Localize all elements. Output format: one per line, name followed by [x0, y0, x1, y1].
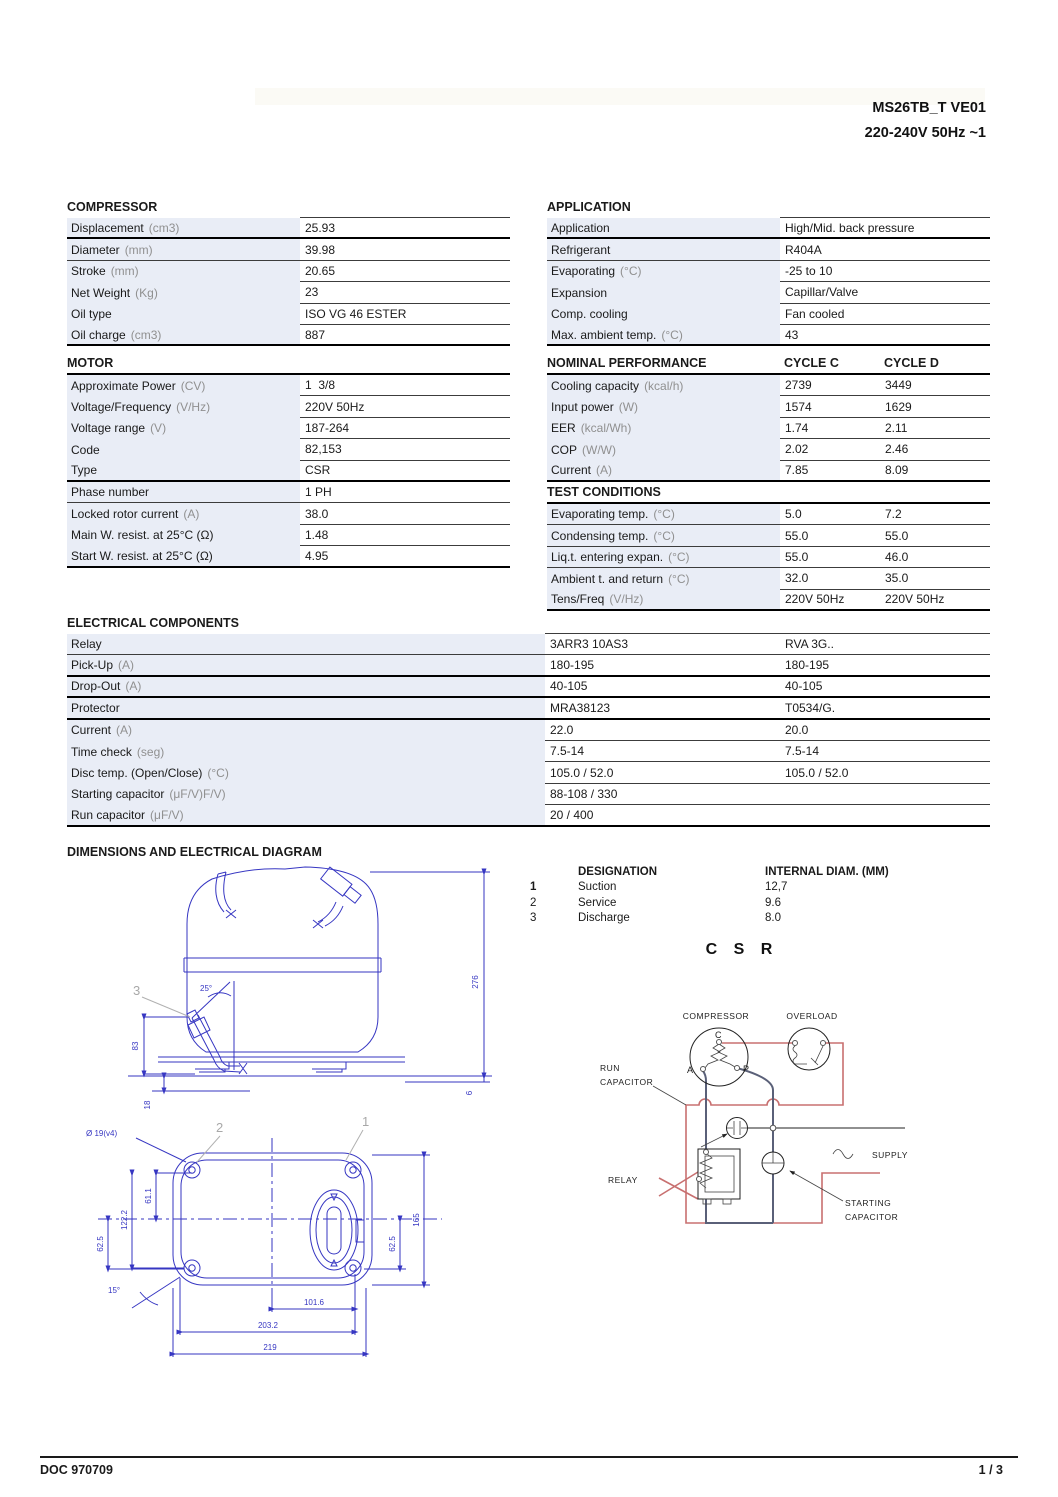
- row-label: Protector: [71, 700, 120, 715]
- table-row: [67, 677, 990, 698]
- row-value-d: 1629: [885, 399, 912, 414]
- row-label: Tens/Freq: [551, 592, 605, 607]
- row-value-2: 105.0 / 52.0: [785, 765, 849, 780]
- row-label: Ambient t. and return: [551, 571, 664, 586]
- row-label: Relay: [71, 637, 102, 652]
- table-row: [67, 762, 990, 783]
- row-name: Suction: [578, 881, 617, 894]
- row-label: Stroke: [71, 264, 106, 279]
- table-row: [547, 282, 990, 303]
- callout-3: [133, 983, 190, 1017]
- row-unit: (A): [116, 723, 133, 738]
- column-header-cycle-d: CYCLE D: [884, 356, 939, 370]
- row-value-d: 2.46: [885, 442, 909, 457]
- row-num: 3: [530, 912, 537, 925]
- row-unit: (μF/V)F/V): [169, 787, 226, 802]
- section-title: NOMINAL PERFORMANCE: [547, 356, 707, 370]
- row-label: Evaporating: [551, 264, 616, 279]
- row-num: 2: [530, 896, 537, 909]
- section-title: TEST CONDITIONS: [547, 485, 661, 499]
- dim-6: 6: [465, 1090, 474, 1096]
- row-label: Current: [551, 463, 592, 478]
- dim-62-5-right: 62.5: [388, 1236, 397, 1252]
- row-value: 1 3/8: [305, 378, 336, 393]
- row-label: Main W. resist. at 25°C (Ω): [71, 528, 214, 543]
- row-value: 1 PH: [305, 485, 332, 500]
- callout-1-label: 1: [362, 1114, 370, 1129]
- row-diam: 8.0: [765, 912, 781, 925]
- relay-symbol: [608, 1149, 740, 1204]
- row-value-d: 55.0: [885, 528, 909, 543]
- row-unit: (°C): [668, 549, 690, 564]
- dim-62-5-left: 62.5: [96, 1236, 105, 1252]
- column-header-cycle-c: CYCLE C: [784, 356, 839, 370]
- row-value: -25 to 10: [785, 263, 833, 278]
- row-label: Starting capacitor: [71, 787, 165, 802]
- motor-wires-dark: [703, 1068, 773, 1223]
- terminal-cover: [310, 1190, 364, 1270]
- row-unit: (A): [596, 463, 613, 478]
- table-row: [67, 525, 510, 546]
- row-name: Service: [578, 896, 617, 909]
- designation-row: [530, 880, 970, 896]
- row-unit: (mm): [110, 264, 139, 279]
- row-num: 1: [530, 881, 537, 894]
- designation-header: DESIGNATION: [578, 865, 658, 878]
- row-unit: (cm3): [148, 220, 180, 235]
- row-value: 23: [305, 285, 319, 300]
- dim-165: 165: [412, 1213, 421, 1227]
- row-value: Capillar/Valve: [785, 285, 859, 300]
- row-unit: (W): [618, 400, 639, 415]
- table-row: [67, 503, 510, 524]
- compressor-label: COMPRESSOR: [682, 1011, 750, 1021]
- suction-tube: [187, 1010, 247, 1074]
- header-rule: [300, 196, 510, 218]
- header-rule: [780, 196, 990, 218]
- row-label: EER: [551, 421, 576, 436]
- row-label: Drop-Out: [71, 679, 121, 694]
- overload-symbol: [786, 1011, 837, 1070]
- row-value: 43: [785, 327, 799, 342]
- table-row: [547, 218, 990, 239]
- row-unit: (°C): [653, 528, 675, 543]
- table-row: [547, 396, 990, 417]
- row-value-1: MRA38123: [550, 700, 611, 715]
- table-row: [547, 375, 990, 396]
- table-row: [67, 218, 510, 239]
- top-dimensions: [86, 1129, 430, 1357]
- compressor-symbol: [683, 1011, 749, 1086]
- row-label: Refrigerant: [551, 242, 611, 257]
- table-row: [547, 261, 990, 282]
- power-rating: 220-240V 50Hz ~1: [864, 125, 986, 141]
- row-value-d: 8.09: [885, 463, 909, 478]
- row-label: Cooling capacity: [551, 378, 640, 393]
- row-label: COP: [551, 442, 578, 457]
- row-value: R404A: [785, 242, 822, 257]
- row-label: Voltage range: [71, 421, 146, 436]
- dim-bolt: Ø 19(v4): [86, 1129, 118, 1138]
- shell-outline: [128, 867, 492, 1076]
- table-row: [67, 304, 510, 325]
- row-value: CSR: [305, 463, 331, 478]
- terminal-a: A: [687, 1065, 694, 1075]
- row-unit: (°C): [207, 766, 229, 781]
- row-value-c: 7.85: [785, 463, 809, 478]
- table-row: [547, 439, 990, 460]
- row-value-1: 40-105: [550, 679, 588, 694]
- row-value-1: 3ARR3 10AS3: [550, 637, 629, 652]
- row-value: 25.93: [305, 220, 336, 235]
- table-row: [67, 418, 510, 439]
- row-diam: 9.6: [765, 896, 781, 909]
- row-label: Phase number: [71, 485, 150, 500]
- dimensions-section-title: DIMENSIONS AND ELECTRICAL DIAGRAM: [67, 845, 322, 859]
- row-label: Disc temp. (Open/Close): [71, 766, 203, 781]
- centerlines: [98, 1138, 442, 1304]
- row-unit: (mm): [124, 242, 153, 257]
- angle-dim: 25°: [200, 984, 213, 993]
- terminal-c: C: [715, 1030, 722, 1040]
- row-value-c: 5.0: [785, 507, 802, 522]
- row-label: Application: [551, 220, 610, 235]
- row-unit: (μF/V): [150, 807, 184, 822]
- row-unit: (A): [118, 658, 135, 673]
- supply-terminals: [748, 1125, 908, 1160]
- row-label: Expansion: [551, 285, 608, 300]
- compressor-top-view-drawing: [80, 1112, 525, 1387]
- row-value: 1.48: [305, 527, 329, 542]
- dim-122-2: 122.2: [120, 1209, 129, 1231]
- compressor-side-view-drawing: [100, 862, 520, 1117]
- row-value-1: 88-108 / 330: [550, 786, 618, 801]
- row-unit: (V/Hz): [609, 592, 644, 607]
- row-label: Condensing temp.: [551, 528, 649, 543]
- csr-diagram-title: C S R: [705, 941, 779, 958]
- row-value-d: 35.0: [885, 571, 909, 586]
- row-unit: (CV): [180, 378, 206, 393]
- table-row: [547, 590, 990, 611]
- row-value-2: 7.5-14: [785, 744, 820, 759]
- table-row: [67, 634, 990, 655]
- row-value-c: 2739: [785, 378, 812, 393]
- dim-18: 18: [143, 1100, 152, 1110]
- row-label: Locked rotor current: [71, 507, 179, 522]
- section-title: APPLICATION: [547, 200, 631, 214]
- row-value-2: 20.0: [785, 722, 809, 737]
- table-row: [547, 547, 990, 568]
- row-unit: (°C): [653, 507, 675, 522]
- ac-tilde-icon: [833, 1150, 853, 1159]
- row-value: 82,153: [305, 442, 342, 457]
- table-row: [67, 325, 510, 346]
- page-number: 1 / 3: [978, 1463, 1003, 1477]
- footer-rule: [40, 1456, 1018, 1458]
- table-row: [67, 375, 510, 396]
- row-value: 20.65: [305, 263, 336, 278]
- row-unit: (A): [183, 507, 200, 522]
- dim-203-2: 203.2: [257, 1321, 279, 1330]
- section-title: MOTOR: [67, 356, 114, 370]
- row-label: Current: [71, 723, 112, 738]
- row-unit: (cm3): [130, 327, 162, 342]
- table-row: [547, 239, 990, 260]
- table-row: [67, 720, 990, 741]
- row-value-c: 55.0: [785, 528, 809, 543]
- table-row: [67, 261, 510, 282]
- table-row: [67, 239, 510, 260]
- model-number: MS26TB_T VE01: [872, 100, 986, 116]
- document-header: [865, 96, 986, 146]
- table-row: [67, 482, 510, 503]
- section-title: ELECTRICAL COMPONENTS: [67, 616, 239, 630]
- row-value-1: 180-195: [550, 658, 595, 673]
- row-value-c: 1574: [785, 399, 812, 414]
- table-row: [67, 655, 990, 676]
- table-row: [67, 546, 510, 567]
- row-value-c: 55.0: [785, 549, 809, 564]
- header-rule: [545, 612, 990, 634]
- row-label: Run capacitor: [71, 807, 146, 822]
- row-value: 187-264: [305, 420, 350, 435]
- row-label: Approximate Power: [71, 378, 176, 393]
- row-value: 38.0: [305, 506, 329, 521]
- row-value-c: 1.74: [785, 420, 809, 435]
- row-label: Diameter: [71, 242, 120, 257]
- row-value-d: 3449: [885, 378, 912, 393]
- callout-3-label: 3: [133, 983, 141, 998]
- row-value-1: 20 / 400: [550, 807, 594, 822]
- row-label: Oil type: [71, 307, 112, 322]
- dim-276: 276: [471, 975, 480, 989]
- callouts: [197, 1114, 369, 1162]
- row-label: Displacement: [71, 220, 144, 235]
- table-row: [67, 741, 990, 762]
- row-unit: (W/W): [582, 442, 616, 457]
- run-capacitor-label-1: RUN: [600, 1063, 620, 1073]
- row-value: 4.95: [305, 548, 329, 563]
- row-value: ISO VG 46 ESTER: [305, 306, 407, 321]
- row-label: Comp. cooling: [551, 307, 628, 322]
- row-name: Discharge: [578, 912, 630, 925]
- row-unit: (°C): [668, 571, 690, 586]
- row-unit: (°C): [620, 264, 642, 279]
- row-value: High/Mid. back pressure: [785, 220, 915, 235]
- row-value-1: 7.5-14: [550, 744, 585, 759]
- row-unit: (seg): [136, 744, 165, 759]
- test-conditions-table: [547, 482, 990, 611]
- row-label: Net Weight: [71, 285, 131, 300]
- row-value-d: 46.0: [885, 549, 909, 564]
- row-value-d: 2.11: [885, 420, 908, 435]
- side-dimensions: [131, 872, 490, 1109]
- designation-table: [530, 864, 970, 926]
- table-row: [547, 525, 990, 546]
- row-label: Liq.t. entering expan.: [551, 549, 664, 564]
- table-row: [67, 784, 990, 805]
- starting-capacitor-label-1: STARTING: [845, 1198, 892, 1208]
- table-row: [67, 282, 510, 303]
- row-value-2: 40-105: [785, 679, 823, 694]
- dim-101-6: 101.6: [303, 1298, 325, 1307]
- row-unit: (°C): [661, 327, 683, 342]
- section-title: COMPRESSOR: [67, 200, 158, 214]
- row-value-2: 180-195: [785, 658, 830, 673]
- row-label: Start W. resist. at 25°C (Ω): [71, 548, 213, 563]
- table-row: [67, 461, 510, 482]
- row-label: Pick-Up: [71, 658, 114, 673]
- table-row: [547, 325, 990, 346]
- table-row: [67, 805, 990, 826]
- row-value-c: 2.02: [785, 442, 809, 457]
- overload-label: OVERLOAD: [786, 1011, 838, 1021]
- starting-capacitor-symbol: [762, 1152, 898, 1222]
- table-row: [67, 396, 510, 417]
- dim-15deg: 15°: [108, 1286, 121, 1295]
- row-label: Input power: [551, 400, 614, 415]
- diameter-header: INTERNAL DIAM. (MM): [765, 865, 889, 878]
- row-value-2: RVA 3G..: [785, 637, 834, 652]
- row-value-c: 32.0: [785, 571, 809, 586]
- row-label: Evaporating temp.: [551, 507, 649, 522]
- row-label: Voltage/Frequency: [71, 400, 172, 415]
- doc-number: DOC 970709: [40, 1463, 113, 1477]
- application-table: [547, 196, 990, 346]
- row-label: Max. ambient temp.: [551, 327, 657, 342]
- callout-2-label: 2: [216, 1120, 224, 1135]
- row-value: 220V 50Hz: [305, 399, 365, 414]
- service-fitting: [321, 867, 363, 905]
- designation-row: [530, 895, 970, 911]
- row-value: Fan cooled: [785, 306, 845, 321]
- row-label: Type: [71, 463, 98, 478]
- table-row: [67, 439, 510, 460]
- table-row: [547, 304, 990, 325]
- row-label: Time check: [71, 744, 132, 759]
- row-value-2: T0534/G.: [785, 700, 836, 715]
- dim-83: 83: [131, 1041, 140, 1051]
- row-unit: (kcal/h): [644, 378, 684, 393]
- row-value-d: 220V 50Hz: [885, 592, 945, 607]
- row-value: 39.98: [305, 242, 336, 257]
- relay-label: RELAY: [608, 1175, 638, 1185]
- dim-61-1: 61.1: [144, 1188, 153, 1204]
- row-label: Code: [71, 442, 100, 457]
- row-unit: (V/Hz): [176, 400, 211, 415]
- row-value-c: 220V 50Hz: [785, 592, 845, 607]
- row-value: 887: [305, 327, 326, 342]
- csr-wiring-diagram: [575, 995, 1005, 1250]
- row-unit: (kcal/Wh): [580, 421, 632, 436]
- run-capacitor-label-2: CAPACITOR: [600, 1077, 654, 1087]
- row-diam: 12,7: [765, 881, 788, 894]
- table-row: [67, 698, 990, 719]
- row-unit: (V): [150, 421, 167, 436]
- table-row: [547, 504, 990, 525]
- row-value-1: 22.0: [550, 722, 574, 737]
- table-row: [547, 568, 990, 589]
- supply-label: SUPPLY: [872, 1150, 908, 1160]
- starting-capacitor-label-2: CAPACITOR: [845, 1212, 899, 1222]
- row-label: Oil charge: [71, 327, 126, 342]
- terminal-p: P: [743, 1064, 750, 1074]
- row-unit: (A): [125, 679, 142, 694]
- table-row: [547, 461, 990, 482]
- compressor-table: [67, 196, 510, 346]
- motor-table: [67, 353, 510, 568]
- table-row: [547, 418, 990, 439]
- nominal-performance-table: [547, 353, 990, 482]
- electrical-components-table: [67, 612, 990, 827]
- row-value-d: 7.2: [885, 507, 902, 522]
- dim-219: 219: [263, 1343, 277, 1352]
- row-value-1: 105.0 / 52.0: [550, 765, 614, 780]
- designation-row: [530, 911, 970, 927]
- row-unit: (Kg): [135, 285, 158, 300]
